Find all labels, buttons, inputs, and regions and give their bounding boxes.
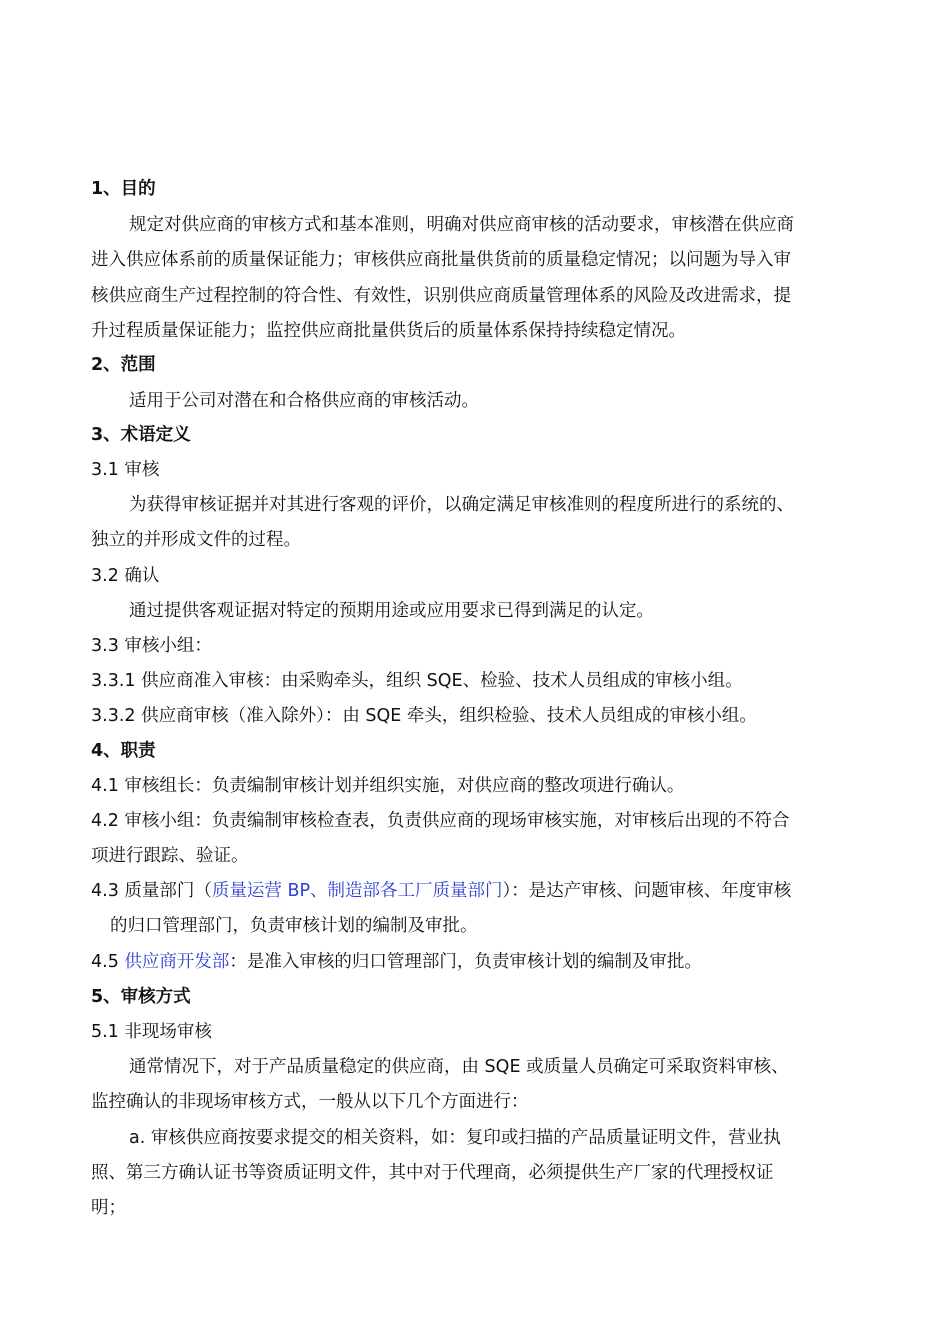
paragraph-line: 规定对供应商的审核方式和基本准则，明确对供应商审核的活动要求，审核潜在供应商	[129, 215, 794, 235]
paragraph-line: 为获得审核证据并对其进行客观的评价，以确定满足审核准则的程度所进行的系统的、	[129, 495, 794, 515]
section-3-heading: 3、术语定义	[91, 425, 191, 445]
paragraph-line: 4.1 审核组长：负责编制审核计划并组织实施，对供应商的整改项进行确认。	[91, 776, 685, 796]
paragraph-line: 监控确认的非现场审核方式，一般从以下几个方面进行：	[91, 1092, 529, 1112]
paragraph-line: 照、第三方确认证书等资质证明文件，其中对于代理商，必须提供生产厂家的代理授权证	[91, 1163, 774, 1183]
paragraph-line: 项进行跟踪、验证。	[91, 846, 249, 866]
section-5-heading: 5、审核方式	[91, 987, 191, 1007]
subsection-title: 3.1 审核	[91, 460, 160, 480]
paragraph-line: 3.3.1 供应商准入审核：由采购牵头，组织 SQE、检验、技术人员组成的审核小组。	[91, 671, 743, 691]
section-2-heading: 2、范围	[91, 355, 156, 375]
paragraph-line: 核供应商生产过程控制的符合性、有效性，识别供应商质量管理体系的风险及改进需求，提	[91, 286, 791, 306]
subsection-title: 5.1 非现场审核	[91, 1022, 212, 1042]
paragraph-line: 明；	[91, 1198, 126, 1218]
section-1-heading: 1、目的	[91, 179, 156, 199]
paragraph-line	[91, 879, 791, 903]
text-span: ：是准入审核的归口管理部门，负责审核计划的编制及审批。	[229, 952, 702, 972]
paragraph-line	[91, 950, 702, 974]
subsection-title: 3.3 审核小组：	[91, 636, 212, 656]
text-span: 4.3 质量部门（	[91, 881, 212, 901]
paragraph-line: 升过程质量保证能力；监控供应商批量供货后的质量体系保持持续稳定情况。	[91, 321, 686, 341]
paragraph-line: 3.3.2 供应商审核（准入除外）：由 SQE 牵头，组织检验、技术人员组成的审核小组。	[91, 706, 757, 726]
paragraph-line: 进入供应体系前的质量保证能力；审核供应商批量供货前的质量稳定情况；以问题为导入审	[91, 250, 791, 270]
paragraph-line: 4.2 审核小组：负责编制审核检查表，负责供应商的现场审核实施，对审核后出现的不符合	[91, 811, 790, 831]
paragraph-line: 通过提供客观证据对特定的预期用途或应用要求已得到满足的认定。	[129, 601, 654, 621]
paragraph-line: 独立的并形成文件的过程。	[91, 530, 301, 550]
paragraph-line: 的归口管理部门，负责审核计划的编制及审批。	[110, 916, 478, 936]
subsection-title: 3.2 确认	[91, 566, 160, 586]
paragraph-line: a. 审核供应商按要求提交的相关资料，如：复印或扫描的产品质量证明文件，营业执	[129, 1128, 781, 1148]
quality-dept-link[interactable]: 质量运营 BP、制造部各工厂质量部门	[211, 881, 503, 901]
paragraph-line: 适用于公司对潜在和合格供应商的审核活动。	[129, 391, 479, 411]
text-span: ）：是达产审核、问题审核、年度审核	[502, 881, 792, 901]
supplier-dev-dept-link[interactable]: 供应商开发部	[124, 952, 230, 972]
section-4-heading: 4、职责	[91, 741, 156, 761]
paragraph-line: 通常情况下，对于产品质量稳定的供应商，由 SQE 或质量人员确定可采取资料审核、	[129, 1057, 789, 1077]
text-span: 4.5	[91, 952, 125, 972]
